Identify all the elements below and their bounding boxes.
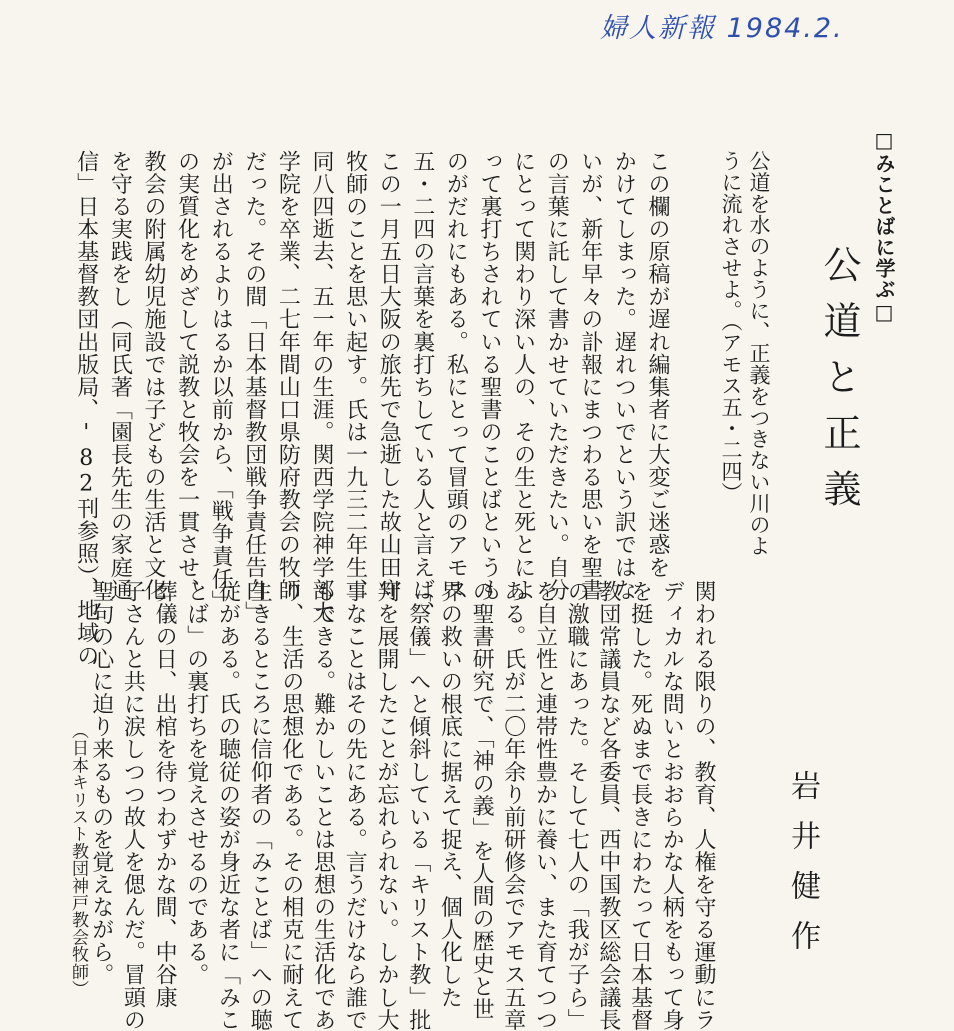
body-column-lower-5: の激職にあった。そして七人の「我が子ら」 — [564, 580, 590, 1031]
body-column-2: かけてしまった。遅れついでという訳ではな — [611, 150, 637, 601]
column-label: □みことばに学ぶ□ — [872, 128, 896, 325]
body-column-lower-4: 教団常議員など各委員、西中国教区総会議長 — [595, 580, 621, 1031]
body-column-18: 信」日本基督教団出版局、'82刊参照）、地域の — [73, 150, 99, 667]
body-column-8: 五・二四の言葉を裏打ちしている人と言えば、 — [409, 150, 435, 624]
body-column-13: だった。その間「日本基督教団戦争責任告白」 — [241, 150, 267, 624]
epigraph-line-1: 公道を水のように、正義をつきない川のよ — [747, 150, 771, 557]
body-column-lower-11: 判を展開したことが忘れられない。しかし大 — [374, 580, 399, 1031]
author-name: 岩井健作 — [785, 770, 820, 970]
article-title: 公道と正義 — [817, 245, 861, 525]
body-column-lower-2: ディカルな問いとおおらかな人柄をもって身 — [659, 580, 685, 1031]
body-column-lower-14: り、生活の思想化である。その相克に耐えて — [278, 580, 304, 1031]
body-column-17: を守る実践をし（同氏著「園長先生の家庭通 — [107, 150, 133, 601]
body-column-5: にとって関わり深い人の、その生と死とによ — [510, 150, 536, 601]
body-column-3: いが、新年早々の訃報にまつわる思いを聖書 — [577, 150, 603, 601]
body-column-lower-16: 従がある。氏の聴従の姿が身近な者に「みこ — [215, 580, 241, 1031]
body-column-12: 学院を卒業、二七年間山口県防府教会の牧師 — [275, 150, 301, 601]
body-column-14: が出されるよりはるか以前から、「戦争責任」 — [208, 150, 234, 613]
body-column-lower-12: 事なことはその先にある。言うだけなら誰で — [342, 580, 368, 1031]
body-column-lower-20: 聖句の心に迫り来るものを覚えながら。 — [88, 580, 114, 986]
body-column-lower-18: 葬儀の日、出棺を待つわずかな間、中谷康 — [152, 580, 178, 1009]
body-column-4: の言葉に託して書かせていただきたい。自分 — [544, 150, 570, 601]
body-column-lower-15: 生きるところに信仰者の「みことば」への聴 — [247, 580, 273, 1031]
body-column-lower-7: ある。氏が二〇年余り前研修会でアモス五章 — [500, 580, 526, 1031]
body-column-lower-6: を自立性と連帯性豊かに養い、また育てつつ — [532, 580, 558, 1031]
body-column-lower-8: の聖書研究で、「神の義」を人間の歴史と世 — [469, 580, 495, 1020]
body-column-16: 教会の附属幼児施設では子どもの生活と文化 — [141, 150, 166, 601]
body-column-lower-13: もできる。難かしいことは思想の生活化であ — [310, 580, 336, 1031]
body-column-lower-9: 界の救いの根底に据えて捉え、個人化した — [437, 580, 463, 1009]
body-column-lower-17: とば」の裏打ちを覚えさせるのである。 — [183, 580, 209, 986]
body-column-lower-19: 子さんと共に涙しつつ故人を偲んだ。冒頭の — [120, 580, 146, 1031]
body-column-lower-3: を挺した。死ぬまで長きにわたって日本基督 — [627, 580, 653, 1031]
body-column-9: この一月五日大阪の旅先で急逝した故山田守 — [376, 150, 402, 601]
body-column-15: の実質化をめざして説教と牧会を一貫させ、 — [174, 150, 200, 601]
body-column-lower-1: 関われる限りの、教育、人権を守る運動にラ — [691, 580, 716, 1031]
author-affiliation: （日本キリスト教団神戸教会牧師） — [68, 722, 88, 998]
epigraph-line-2: うに流れさせよ。（アモス五・二四） — [719, 150, 743, 504]
body-column-11: 同八四逝去、五一年の生涯。関西学院神学部大 — [309, 150, 334, 624]
body-column-7: のがだれにもある。私にとって冒頭のアモス — [443, 150, 469, 601]
body-column-10: 牧師のことを思い起す。氏は一九三二年生、 — [342, 150, 368, 601]
handwritten-source-note: 婦人新報 1984.2. — [600, 13, 844, 44]
body-column-1: この欄の原稿が遅れ編集者に大変ご迷惑を — [645, 150, 670, 579]
body-column-6: って裏打ちされている聖書のことばというも — [477, 150, 502, 601]
body-column-lower-10: 「祭儀」へと傾斜している「キリスト教」批 — [405, 580, 431, 1031]
